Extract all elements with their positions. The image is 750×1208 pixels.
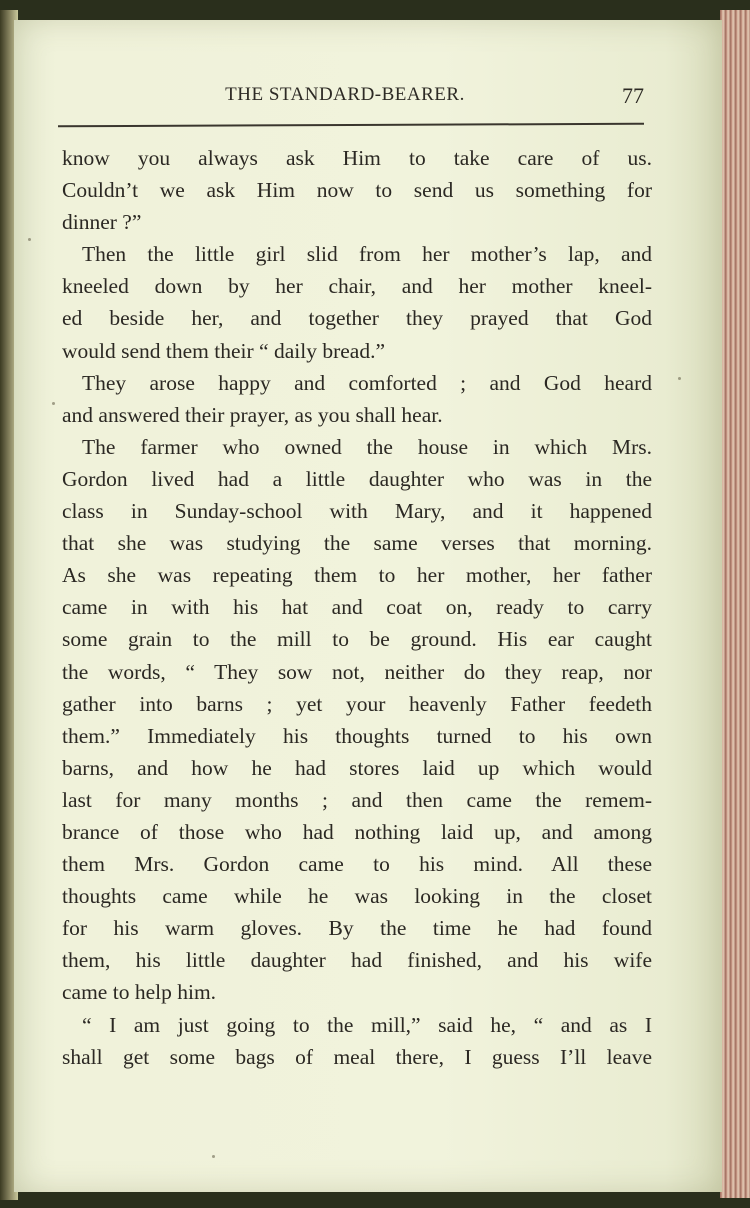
text-line: know you always ask Him to take care of us.: [62, 146, 652, 170]
running-title: THE STANDARD-BEARER.: [225, 84, 465, 105]
text-line: kneeled down by her chair, and her mother kneel-: [62, 274, 652, 299]
text-line: class in Sunday-school with Mary, and it happened: [62, 499, 652, 524]
text-line: brance of those who had nothing laid up, and among: [62, 819, 652, 844]
text-line: and answered their prayer, as you shall hear.: [62, 402, 443, 427]
text-line: dinner ?”: [62, 210, 142, 235]
text-line: came to help him.: [62, 980, 217, 1005]
text-line: Couldn’t we ask Him now to send us something for: [62, 178, 652, 203]
text-line: came in with his hat and coat on, ready to carry: [62, 595, 652, 620]
text-line: for his warm gloves. By the time he had found: [62, 916, 652, 941]
text-line: “ I am just going to the mill,” said he, “ and as I: [82, 1012, 652, 1037]
text-line: last for many months ; and then came the remem-: [62, 787, 652, 812]
text-line: They arose happy and comforted ; and God heard: [82, 370, 652, 395]
text-line: some grain to the mill to be ground. His ear caught: [62, 627, 652, 652]
text-line: barns, and how he had stores laid up which would: [62, 755, 652, 780]
text-line: Then the little girl slid from her mother’s lap, and: [82, 242, 652, 267]
page-edges: [720, 10, 750, 1198]
page-number: 77: [622, 83, 644, 108]
text-line: gather into barns ; yet your heavenly Father feedeth: [62, 691, 652, 716]
text-line: them, his little daughter had finished, and his wife: [62, 948, 652, 973]
text-line: The farmer who owned the house in which Mrs.: [82, 434, 652, 459]
running-head: [40, 84, 650, 114]
text-line: As she was repeating them to her mother, her father: [62, 563, 652, 588]
text-line: the words, “ They sow not, neither do they reap, nor: [62, 659, 652, 684]
body-text: [62, 142, 652, 1073]
text-line: shall get some bags of meal there, I guess I’ll leave: [62, 1044, 652, 1069]
text-line: them Mrs. Gordon came to his mind. All these: [62, 852, 652, 877]
text-line: thoughts came while he was looking in the closet: [62, 884, 652, 909]
text-line: Gordon lived had a little daughter who was in the: [62, 466, 652, 491]
text-line: would send them their “ daily bread.”: [62, 338, 385, 363]
paper-speck: [28, 238, 31, 241]
text-line: them.” Immediately his thoughts turned to his own: [62, 723, 652, 748]
text-line: ed beside her, and together they prayed that God: [62, 306, 652, 331]
paper-speck: [678, 377, 681, 380]
paper-speck: [212, 1155, 215, 1158]
paper-speck: [52, 402, 55, 405]
text-line: that she was studying the same verses that morning.: [62, 531, 652, 556]
